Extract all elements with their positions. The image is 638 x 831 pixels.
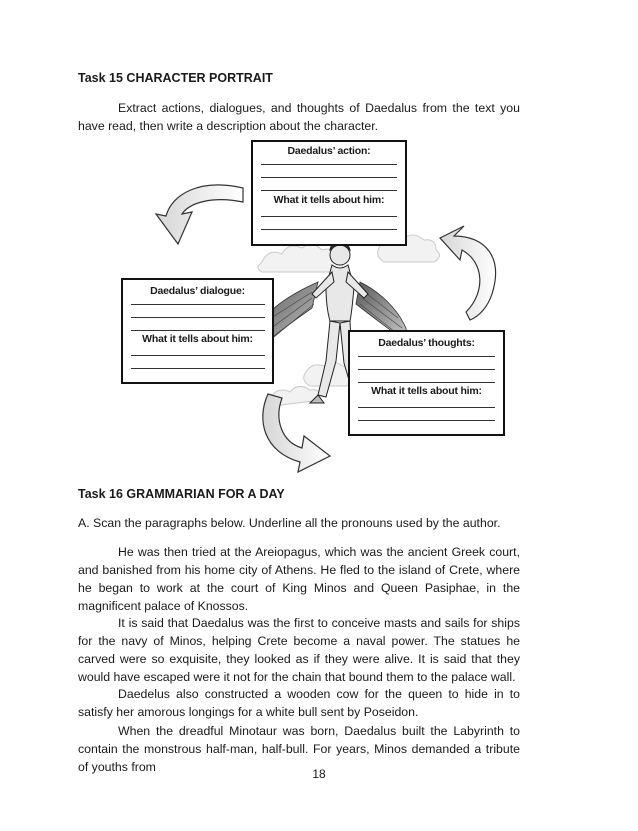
answer-line[interactable]: [358, 369, 495, 370]
task15-heading: Task 15 CHARACTER PORTRAIT: [78, 71, 273, 85]
answer-line[interactable]: [261, 216, 397, 217]
paragraph: He was then tried at the Areiopagus, which was the ancient Greek court, and banished from his home city of Athens. He fled to the island of Crete, where he began to work at the court of King Minos and Queen Pasiphae, in the magnificent palace of Knossos.: [78, 545, 520, 613]
paragraph: Daedelus also constructed a wooden cow for the queen to hide in to satisfy her amorous longings for a white bull sent by Poseidon.: [78, 687, 520, 719]
thoughts-box: [348, 330, 505, 436]
answer-line[interactable]: [358, 356, 495, 357]
dialogue-meaning-label: What it tells about him:: [142, 333, 253, 345]
answer-line[interactable]: [131, 330, 265, 331]
answer-line[interactable]: [261, 190, 397, 191]
answer-line[interactable]: [358, 407, 495, 408]
action-title: Daedalus’ action:: [287, 145, 371, 157]
page-number: 18: [312, 767, 326, 781]
action-meaning-label: What it tells about him:: [273, 194, 385, 206]
thoughts-title: Daedalus’ thoughts:: [378, 337, 475, 349]
task15-instructions: Extract actions, dialogues, and thoughts of Daedalus from the text you have read, then write a description about the character.: [78, 101, 520, 133]
answer-line[interactable]: [131, 304, 265, 305]
dialogue-box: [121, 278, 274, 384]
action-box: [251, 140, 407, 246]
answer-line[interactable]: [261, 229, 397, 230]
task16-instruction-row: [78, 514, 528, 532]
answer-line[interactable]: [131, 317, 265, 318]
task16-instruction-letter: A.: [78, 516, 90, 530]
answer-line[interactable]: [131, 355, 265, 356]
answer-line[interactable]: [131, 368, 265, 369]
paragraph: When the dreadful Minotaur was born, Daedalus built the Labyrinth to contain the monstrous half-man, half-bull. For years, Minos demanded a tribute of youths from: [78, 724, 520, 774]
answer-line[interactable]: [358, 420, 495, 421]
task16-instruction: Scan the paragraphs below. Underline all the pronouns used by the author.: [93, 516, 501, 530]
task16-heading: Task 16 GRAMMARIAN FOR A DAY: [78, 487, 285, 501]
answer-line[interactable]: [358, 382, 495, 383]
thoughts-meaning-label: What it tells about him:: [371, 385, 482, 397]
answer-line[interactable]: [261, 177, 397, 178]
answer-line[interactable]: [261, 164, 397, 165]
dialogue-title: Daedalus’ dialogue:: [150, 285, 245, 297]
paragraph: It is said that Daedalus was the first to conceive masts and sails for ships for the navy of Minos, helping Crete become a naval power. The statues he carved were so exquisite, they looked as if they were alive. It is said that they would have escaped were it not for the chain that bound them to the palace wall.: [78, 616, 520, 684]
